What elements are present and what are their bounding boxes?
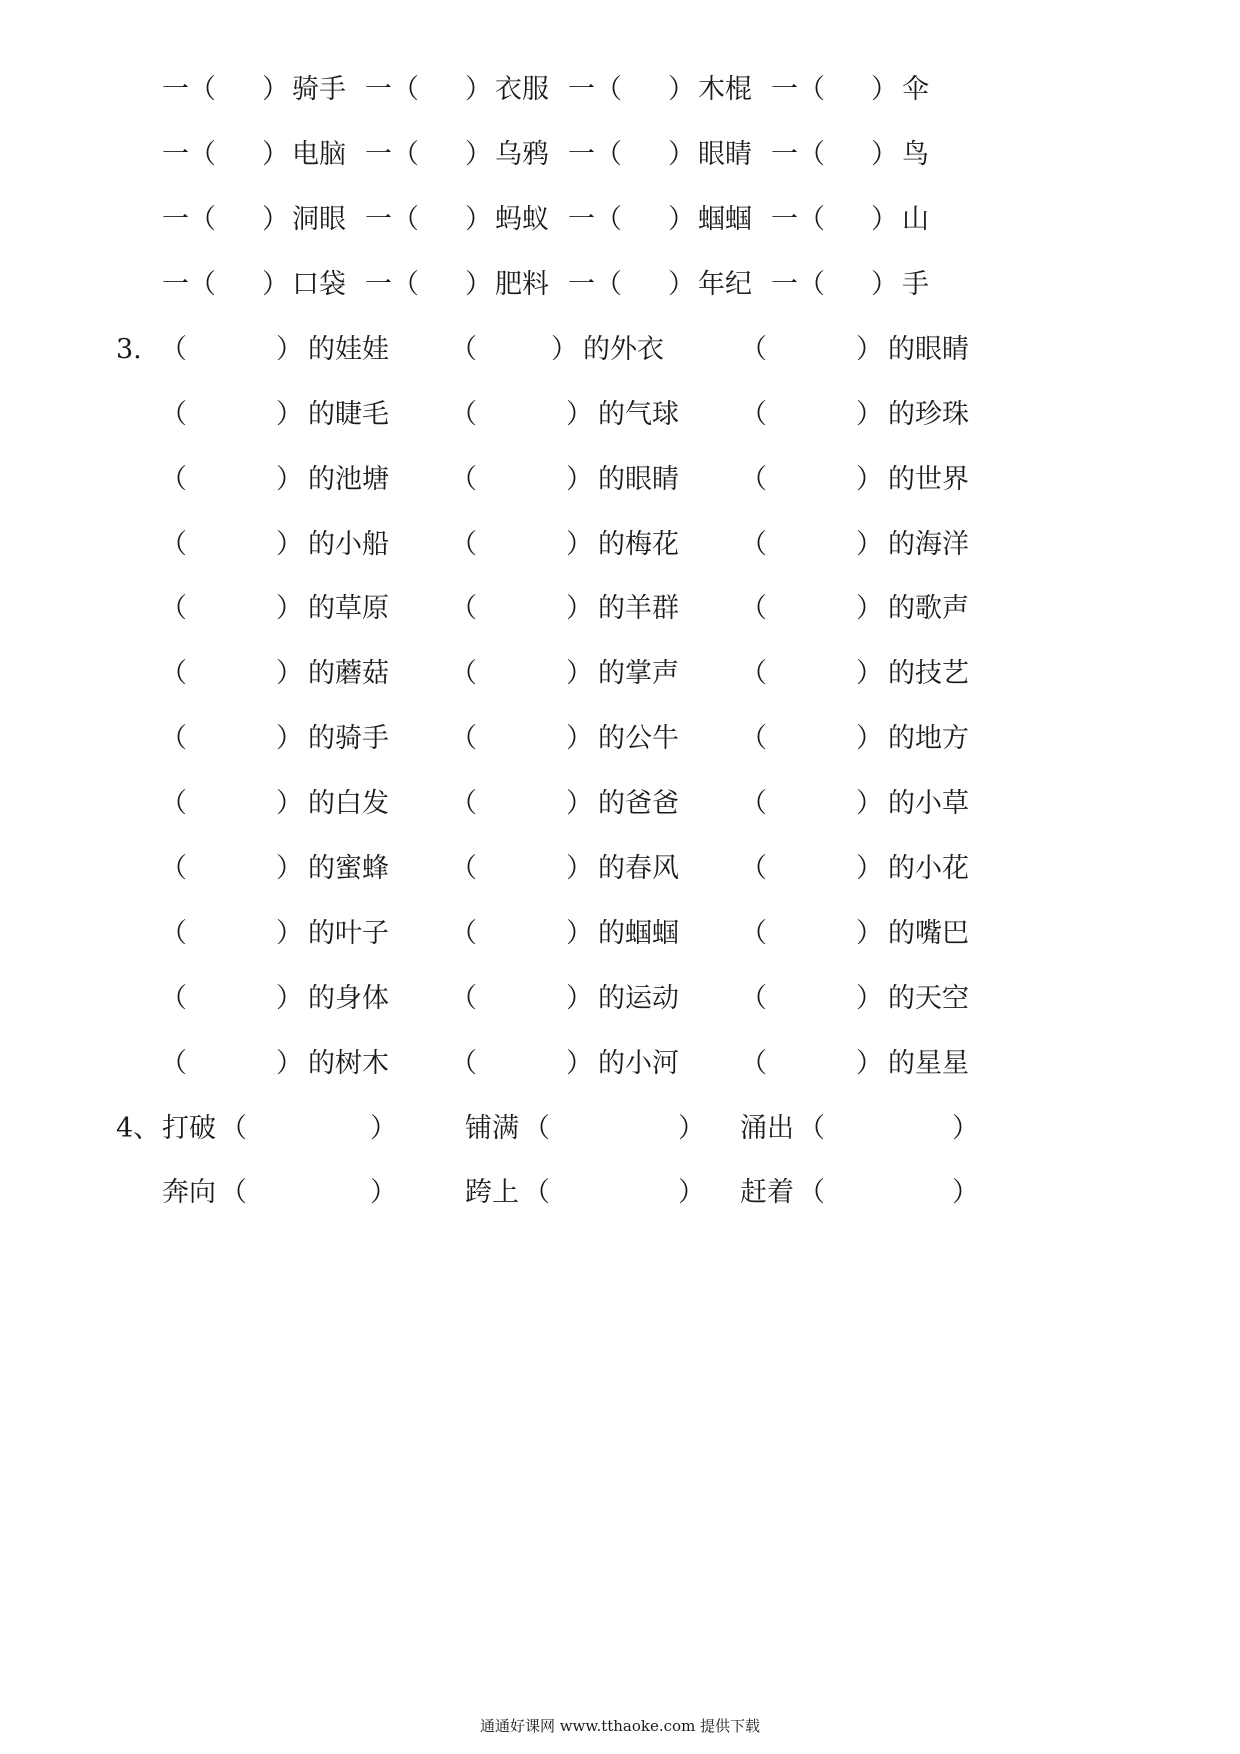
- phrase: 的嘴巴: [888, 918, 969, 949]
- phrase: 的草原: [308, 593, 389, 624]
- measure-word-row: [0, 267, 1240, 327]
- open-paren: （: [160, 593, 187, 624]
- phrase-row: [0, 1046, 1240, 1106]
- open-paren: （: [740, 918, 767, 949]
- phrase-row: [0, 851, 1240, 911]
- prefix: 一（: [162, 204, 216, 235]
- open-paren: （: [160, 853, 187, 884]
- close-paren: ）: [276, 529, 303, 560]
- close-paren: ）: [566, 853, 593, 884]
- phrase-row: [0, 721, 1240, 781]
- close-paren: ）: [856, 1048, 883, 1079]
- phrase: 的春风: [598, 853, 679, 884]
- prefix: 一（: [568, 139, 622, 170]
- close-paren: ）: [952, 1113, 979, 1144]
- prefix: 一（: [365, 139, 419, 170]
- noun: 蚂蚁: [495, 204, 549, 235]
- noun: 鸟: [902, 139, 929, 170]
- open-paren: （: [160, 464, 187, 495]
- phrase: 的歌声: [888, 593, 969, 624]
- open-paren: （: [523, 1113, 550, 1144]
- close-paren: ）: [465, 204, 492, 235]
- close-paren: ）: [262, 139, 289, 170]
- open-paren: （: [160, 723, 187, 754]
- open-paren: （: [450, 593, 477, 624]
- open-paren: （: [160, 788, 187, 819]
- open-paren: （: [740, 399, 767, 430]
- open-paren: （: [450, 788, 477, 819]
- verb: 跨上: [465, 1177, 519, 1208]
- noun: 洞眼: [292, 204, 346, 235]
- phrase: 的运动: [598, 983, 679, 1014]
- close-paren: ）: [668, 204, 695, 235]
- close-paren: ）: [566, 918, 593, 949]
- close-paren: ）: [276, 658, 303, 689]
- close-paren: ）: [276, 853, 303, 884]
- close-paren: ）: [262, 204, 289, 235]
- phrase: 的娃娃: [308, 334, 389, 365]
- open-paren: （: [450, 529, 477, 560]
- prefix: 一（: [568, 269, 622, 300]
- phrase-row: [0, 981, 1240, 1041]
- phrase: 的世界: [888, 464, 969, 495]
- verb: 打破: [162, 1113, 216, 1144]
- phrase: 的蜜蜂: [308, 853, 389, 884]
- close-paren: ）: [566, 593, 593, 624]
- close-paren: ）: [856, 593, 883, 624]
- open-paren: （: [798, 1113, 825, 1144]
- open-paren: （: [450, 723, 477, 754]
- prefix: 一（: [568, 74, 622, 105]
- phrase: 的叶子: [308, 918, 389, 949]
- open-paren: （: [740, 658, 767, 689]
- noun: 肥料: [495, 269, 549, 300]
- phrase-row: [0, 332, 1240, 392]
- phrase: 的外衣: [583, 334, 664, 365]
- open-paren: （: [523, 1177, 550, 1208]
- noun: 衣服: [495, 74, 549, 105]
- open-paren: （: [450, 464, 477, 495]
- phrase-row: [0, 397, 1240, 457]
- close-paren: ）: [370, 1113, 397, 1144]
- close-paren: ）: [276, 788, 303, 819]
- phrase: 的羊群: [598, 593, 679, 624]
- open-paren: （: [160, 399, 187, 430]
- close-paren: ）: [566, 399, 593, 430]
- prefix: 一（: [162, 74, 216, 105]
- close-paren: ）: [566, 529, 593, 560]
- close-paren: ）: [952, 1177, 979, 1208]
- close-paren: ）: [566, 658, 593, 689]
- verb: 涌出: [740, 1113, 794, 1144]
- phrase: 的公牛: [598, 723, 679, 754]
- phrase: 的池塘: [308, 464, 389, 495]
- close-paren: ）: [856, 658, 883, 689]
- phrase: 的身体: [308, 983, 389, 1014]
- close-paren: ）: [871, 74, 898, 105]
- phrase: 的小船: [308, 529, 389, 560]
- open-paren: （: [798, 1177, 825, 1208]
- noun: 伞: [902, 74, 929, 105]
- measure-word-row: [0, 202, 1240, 262]
- phrase: 的地方: [888, 723, 969, 754]
- close-paren: ）: [566, 1048, 593, 1079]
- open-paren: （: [450, 658, 477, 689]
- phrase-row: [0, 527, 1240, 587]
- open-paren: （: [450, 853, 477, 884]
- open-paren: （: [740, 983, 767, 1014]
- open-paren: （: [160, 918, 187, 949]
- close-paren: ）: [566, 723, 593, 754]
- open-paren: （: [450, 983, 477, 1014]
- open-paren: （: [740, 1048, 767, 1079]
- open-paren: （: [160, 529, 187, 560]
- close-paren: ）: [678, 1177, 705, 1208]
- close-paren: ）: [276, 723, 303, 754]
- phrase: 的梅花: [598, 529, 679, 560]
- phrase: 的珍珠: [888, 399, 969, 430]
- prefix: 一（: [162, 139, 216, 170]
- verb: 铺满: [465, 1113, 519, 1144]
- close-paren: ）: [566, 983, 593, 1014]
- open-paren: （: [220, 1113, 247, 1144]
- close-paren: ）: [856, 983, 883, 1014]
- close-paren: ）: [465, 139, 492, 170]
- phrase: 的气球: [598, 399, 679, 430]
- phrase: 的眼睛: [888, 334, 969, 365]
- phrase: 的睫毛: [308, 399, 389, 430]
- measure-word-row: [0, 72, 1240, 132]
- open-paren: （: [740, 788, 767, 819]
- close-paren: ）: [856, 853, 883, 884]
- prefix: 一（: [771, 204, 825, 235]
- phrase: 的蝈蝈: [598, 918, 679, 949]
- close-paren: ）: [276, 399, 303, 430]
- prefix: 一（: [162, 269, 216, 300]
- phrase-row: [0, 916, 1240, 976]
- phrase: 的爸爸: [598, 788, 679, 819]
- close-paren: ）: [465, 74, 492, 105]
- phrase-row: [0, 591, 1240, 651]
- close-paren: ）: [856, 399, 883, 430]
- close-paren: ）: [276, 1048, 303, 1079]
- noun: 眼睛: [698, 139, 752, 170]
- open-paren: （: [740, 723, 767, 754]
- prefix: 一（: [365, 269, 419, 300]
- close-paren: ）: [276, 464, 303, 495]
- footer-credit: 通通好课网 www.tthaoke.com 提供下载: [479, 1717, 761, 1735]
- open-paren: （: [220, 1177, 247, 1208]
- close-paren: ）: [856, 788, 883, 819]
- phrase: 的眼睛: [598, 464, 679, 495]
- noun: 年纪: [698, 269, 752, 300]
- close-paren: ）: [668, 74, 695, 105]
- close-paren: ）: [262, 269, 289, 300]
- noun: 山: [902, 204, 929, 235]
- noun: 乌鸦: [495, 139, 549, 170]
- close-paren: ）: [856, 529, 883, 560]
- phrase: 的小花: [888, 853, 969, 884]
- verb: 奔向: [162, 1177, 216, 1208]
- close-paren: ）: [566, 464, 593, 495]
- noun: 手: [902, 269, 929, 300]
- phrase: 的蘑菇: [308, 658, 389, 689]
- noun: 骑手: [292, 74, 346, 105]
- verb-row: [0, 1111, 1240, 1171]
- open-paren: （: [740, 529, 767, 560]
- open-paren: （: [160, 334, 187, 365]
- phrase: 的小河: [598, 1048, 679, 1079]
- close-paren: ）: [871, 139, 898, 170]
- section-number: 4、: [116, 1113, 161, 1144]
- prefix: 一（: [568, 204, 622, 235]
- phrase: 的小草: [888, 788, 969, 819]
- phrase-row: [0, 786, 1240, 846]
- prefix: 一（: [771, 139, 825, 170]
- open-paren: （: [740, 334, 767, 365]
- noun: 蝈蝈: [698, 204, 752, 235]
- close-paren: ）: [465, 269, 492, 300]
- open-paren: （: [160, 658, 187, 689]
- section-number: 3.: [116, 334, 142, 365]
- close-paren: ）: [276, 983, 303, 1014]
- noun: 口袋: [292, 269, 346, 300]
- close-paren: ）: [856, 464, 883, 495]
- phrase-row: [0, 656, 1240, 716]
- open-paren: （: [740, 464, 767, 495]
- open-paren: （: [740, 853, 767, 884]
- close-paren: ）: [856, 334, 883, 365]
- verb-row: [0, 1175, 1240, 1235]
- phrase: 的掌声: [598, 658, 679, 689]
- close-paren: ）: [678, 1113, 705, 1144]
- open-paren: （: [740, 593, 767, 624]
- prefix: 一（: [771, 74, 825, 105]
- open-paren: （: [450, 334, 477, 365]
- measure-word-row: [0, 137, 1240, 197]
- phrase: 的天空: [888, 983, 969, 1014]
- open-paren: （: [160, 1048, 187, 1079]
- close-paren: ）: [276, 918, 303, 949]
- close-paren: ）: [871, 269, 898, 300]
- close-paren: ）: [262, 74, 289, 105]
- close-paren: ）: [276, 593, 303, 624]
- noun: 电脑: [292, 139, 346, 170]
- phrase: 的星星: [888, 1048, 969, 1079]
- prefix: 一（: [771, 269, 825, 300]
- close-paren: ）: [566, 788, 593, 819]
- phrase: 的树木: [308, 1048, 389, 1079]
- verb: 赶着: [740, 1177, 794, 1208]
- phrase: 的海洋: [888, 529, 969, 560]
- close-paren: ）: [871, 204, 898, 235]
- open-paren: （: [450, 1048, 477, 1079]
- prefix: 一（: [365, 74, 419, 105]
- noun: 木棍: [698, 74, 752, 105]
- close-paren: ）: [276, 334, 303, 365]
- open-paren: （: [160, 983, 187, 1014]
- phrase: 的骑手: [308, 723, 389, 754]
- open-paren: （: [450, 399, 477, 430]
- close-paren: ）: [668, 139, 695, 170]
- close-paren: ）: [370, 1177, 397, 1208]
- phrase-row: [0, 462, 1240, 522]
- close-paren: ）: [668, 269, 695, 300]
- open-paren: （: [450, 918, 477, 949]
- close-paren: ）: [856, 723, 883, 754]
- close-paren: ）: [551, 334, 578, 365]
- phrase: 的技艺: [888, 658, 969, 689]
- prefix: 一（: [365, 204, 419, 235]
- close-paren: ）: [856, 918, 883, 949]
- phrase: 的白发: [308, 788, 389, 819]
